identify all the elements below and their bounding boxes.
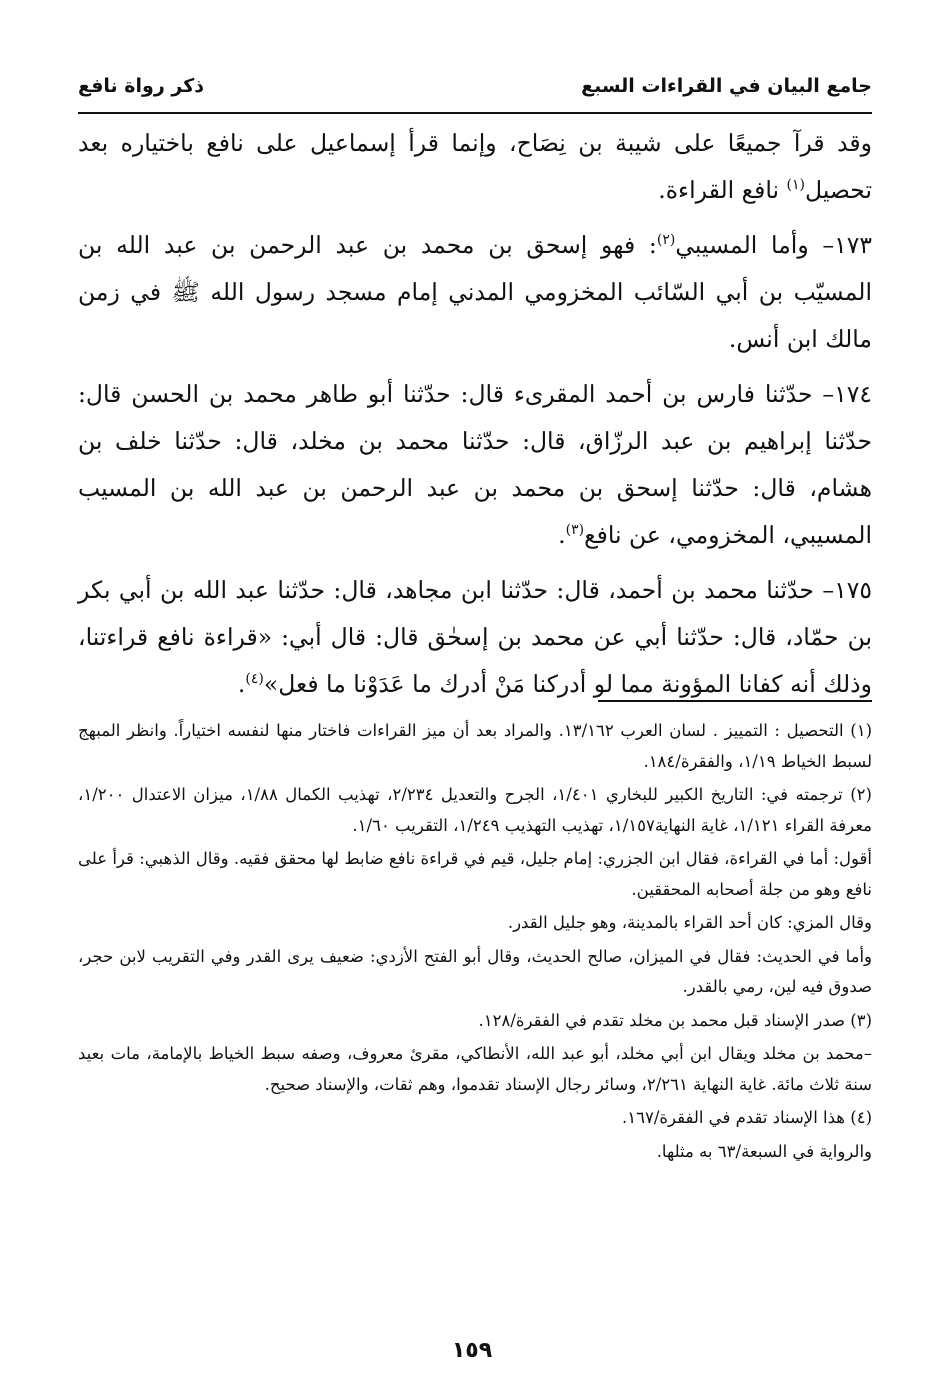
paragraph-text: ١٧٣– وأما المسيبي [675,231,872,259]
section-title: ذكر رواة نافع [78,75,205,97]
footnote-2-note-b: وقال المزي: كان أحد القراء بالمدينة، وهو جليل القدر. [507,913,872,932]
paragraph-text: . [558,521,566,549]
running-header [78,66,872,106]
paragraph-continuation [78,120,872,214]
footnote-4-note: والرواية في السبعة/٦٣ به مثلها. [656,1141,872,1161]
footnote-ref: (٤) [245,671,264,688]
footnotes [78,716,872,1170]
book-title: جامع البيان في القراءات السبع [581,75,872,97]
paragraph-175 [78,567,872,708]
footnote-2: (٢) ترجمته في: التاريخ الكبير للبخاري ١/٤٠١، الجرح والتعديل ٢/٢٣٤، تهذيب الكمال ١/٨٨، ميزان الاعتدال ١/٢٠٠، معرفة القراء ١/١٢١، غاية النهاية١/١٥٧، تهذيب التهذيب ١/٢٤٩، التقريب ١/٦٠. [78,785,872,835]
footnote-2-note-a: أقول: أما في القراءة، فقال ابن الجزري: إمام جليل، قيم في قراءة نافع ضابط لها محقق فقيه. وقال الذهبي: قرأ على نافع وهو من جلة أصحابه المحققين. [78,849,872,899]
footnote-ref: (١) [786,177,806,194]
footnote-2-note-c: وأما في الحديث: فقال في الميزان، صالح الحديث، وقال أبو الفتح الأزدي: ضعيف يرى القدر وفي التقريب لابن حجر، صدوق فيه لين، رمي بالقدر. [78,946,873,996]
paragraph-173 [78,222,872,363]
footnote-ref: (٣) [565,522,585,539]
footnote-3-note: –محمد بن مخلد ويقال ابن أبي مخلد، أبو عبد الله، الأنطاكي، مقرئ معروف، وصفه سبط الخياط بالإمامة، مات بعيد سنة ثلاث مائة. غاية النهاية ٢/٢٦١، وسائر رجال الإسناد تقدموا، وهم ثقات، والإسناد صحيح. [78,1044,872,1094]
header-rule [78,112,872,114]
paragraph-text: . [237,670,246,698]
main-text [78,120,872,716]
footnote-3: (٣) صدر الإسناد قبل محمد بن مخلد تقدم في الفقرة/١٢٨. [478,1010,872,1030]
footnote-rule [598,700,872,702]
footnote-4: (٤) هذا الإسناد تقدم في الفقرة/١٦٧. [621,1108,872,1127]
paragraph-text: ١٧٤– حدّثنا فارس بن أحمد المقرىء قال: حدّثنا أبو طاهر محمد بن الحسن قال: حدّثنا إبراهيم بن عبد الرزّاق، قال: حدّثنا محمد بن مخلد، قال: حدّثنا خلف بن هشام، قال: حدّثنا إسحق بن محمد بن عبد الرحمن بن عبد الله بن المسيب المسيبي، المخزومي، عن نافع [78,380,872,549]
paragraph-174 [78,371,872,559]
page-number: ١٥٩ [451,1338,493,1363]
footnote-1: (١) التحصيل : التمييز . لسان العرب ١٣/١٦٢. والمراد بعد أن ميز القراءات فاختار منها لنفسه اختياراً. وانظر المبهج لسبط الخياط ١/١٩، والفقرة/١٨٤. [78,721,872,771]
footnote-ref: (٢) [656,232,676,249]
paragraph-text: نافع القراءة. [658,176,787,204]
paragraph-text: : فهو إسحق بن محمد بن عبد الرحمن بن عبد الله بن المسيّب بن أبي السّائب المخزومي المدني إمام مسجد رسول الله ﷺ في زمن مالك ابن أنس. [78,231,872,353]
paragraph-text: وقد قرآ جميعًا على شيبة بن نِصَاح، وإنما قرأ إسماعيل على نافع باختياره بعد تحصيل [78,129,872,204]
paragraph-text: ١٧٥– حدّثنا محمد بن أحمد، قال: حدّثنا ابن مجاهد، قال: حدّثنا عبد الله بن أبي بكر بن حمّاد، قال: حدّثنا أبي عن محمد بن إسحٰق قال: قال أبي: «قراءة نافع قراءتنا، وذلك أنه كفانا المؤونة مما لو أدركنا مَنْ أدرك ما عَدَوْنا ما فعل» [78,576,872,698]
